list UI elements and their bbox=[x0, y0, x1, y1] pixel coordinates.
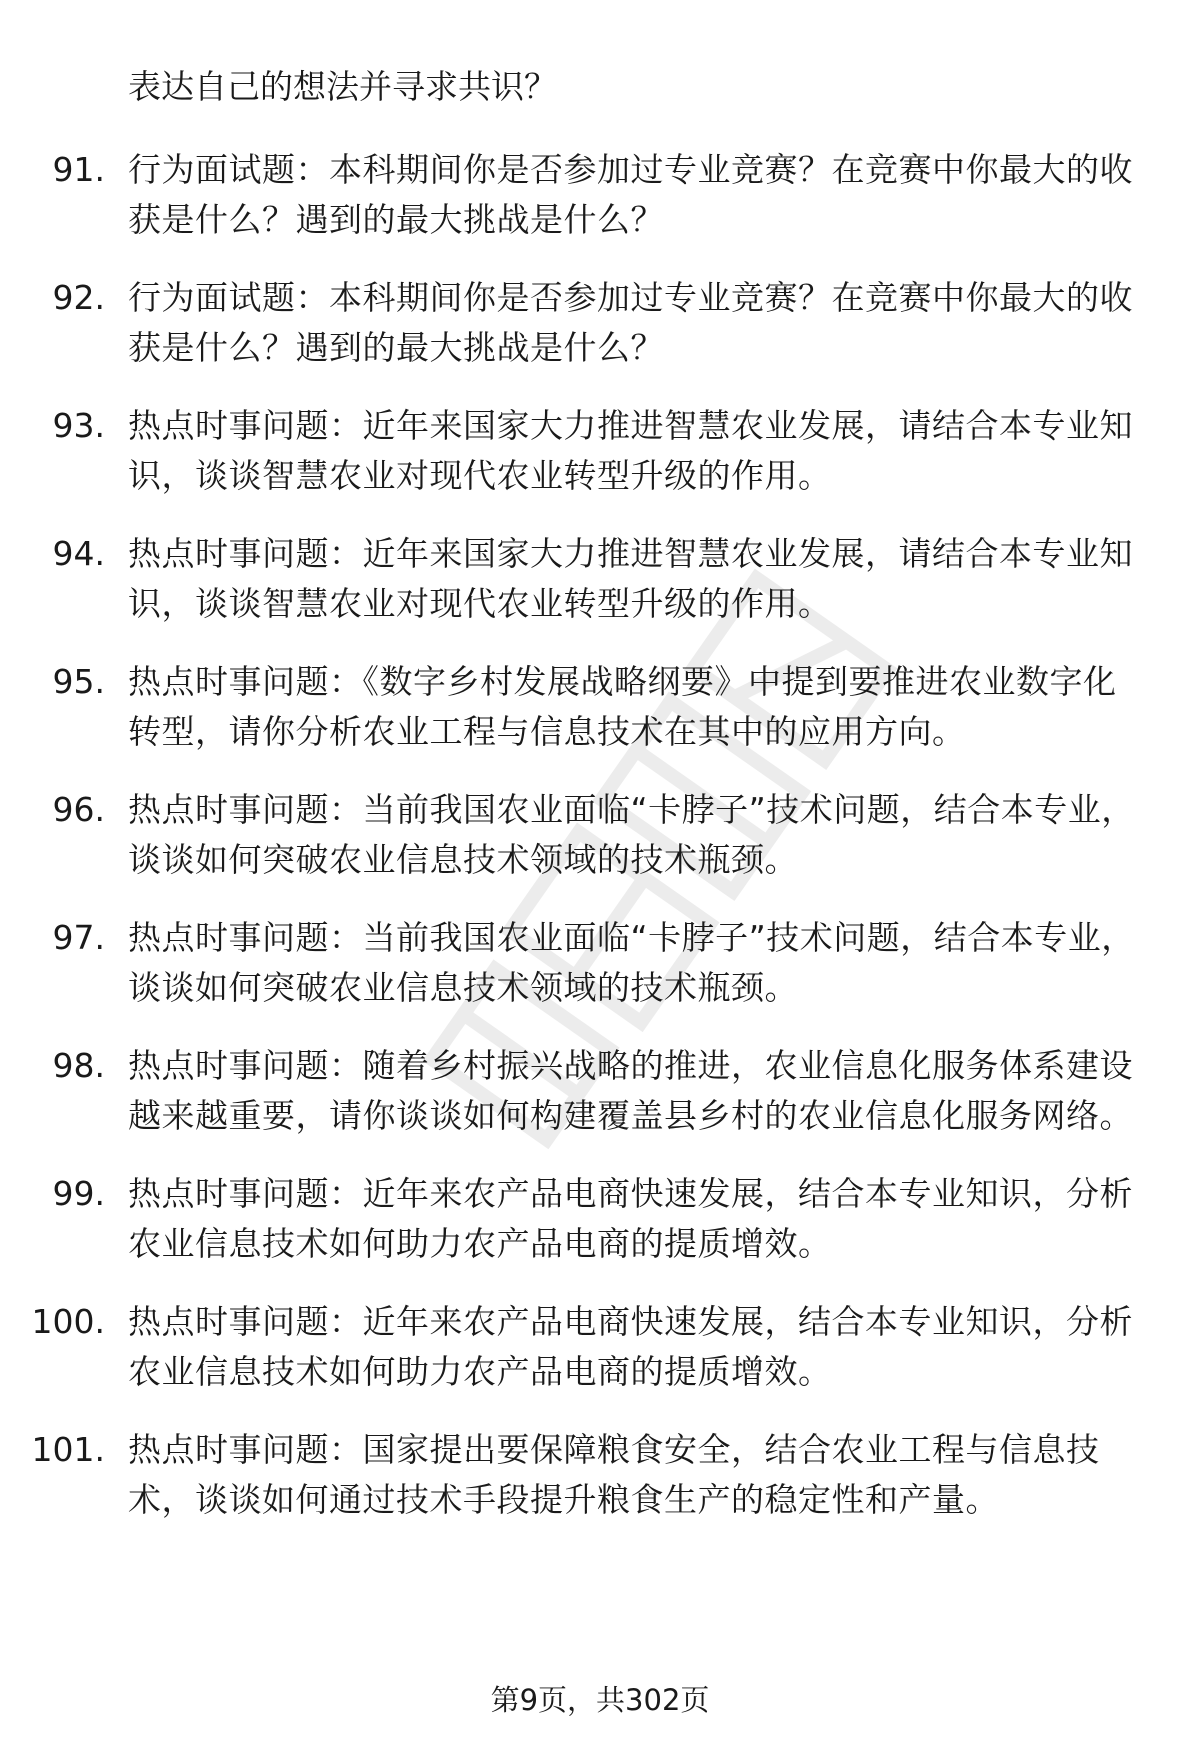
question-text: 热点时事问题：近年来国家大力推进智慧农业发展，请结合本专业知识，谈谈智慧农业对现代农业转型升级的作用。 bbox=[128, 534, 1133, 623]
question-item bbox=[0, 785, 1200, 885]
question-text: 行为面试题：本科期间你是否参加过专业竞赛？在竞赛中你最大的收获是什么？遇到的最大挑战是什么？ bbox=[128, 278, 1133, 367]
question-text: 热点时事问题：当前我国农业面临“卡脖子”技术问题，结合本专业，谈谈如何突破农业信息技术领域的技术瓶颈。 bbox=[128, 790, 1135, 879]
question-item bbox=[0, 1169, 1200, 1269]
question-text: 热点时事问题：《数字乡村发展战略纲要》中提到要推进农业数字化转型，请你分析农业工程与信息技术在其中的应用方向。 bbox=[128, 662, 1117, 751]
question-item bbox=[0, 657, 1200, 757]
question-text: 行为面试题：本科期间你是否参加过专业竞赛？在竞赛中你最大的收获是什么？遇到的最大挑战是什么？ bbox=[128, 150, 1133, 239]
page-footer: 第9页，共302页 bbox=[490, 1683, 710, 1717]
question-number: 97. bbox=[52, 918, 105, 957]
question-item bbox=[0, 1425, 1200, 1525]
question-item bbox=[0, 273, 1200, 373]
question-item bbox=[0, 1297, 1200, 1397]
question-text: 热点时事问题：近年来农产品电商快速发展，结合本专业知识，分析农业信息技术如何助力农产品电商的提质增效。 bbox=[128, 1174, 1133, 1263]
question-item bbox=[0, 145, 1200, 245]
question-item bbox=[0, 913, 1200, 1013]
question-list bbox=[0, 145, 1200, 1553]
question-item bbox=[0, 1041, 1200, 1141]
question-text: 热点时事问题：当前我国农业面临“卡脖子”技术问题，结合本专业，谈谈如何突破农业信息技术领域的技术瓶颈。 bbox=[128, 918, 1135, 1007]
continuation-text: 表达自己的想法并寻求共识？ bbox=[128, 67, 557, 106]
question-number: 93. bbox=[52, 406, 105, 445]
question-number: 95. bbox=[52, 662, 105, 701]
question-number: 91. bbox=[52, 150, 105, 189]
question-number: 92. bbox=[52, 278, 105, 317]
question-number: 101. bbox=[31, 1430, 105, 1469]
question-item bbox=[0, 529, 1200, 629]
question-text: 热点时事问题：近年来国家大力推进智慧农业发展，请结合本专业知识，谈谈智慧农业对现代农业转型升级的作用。 bbox=[128, 406, 1133, 495]
question-text: 热点时事问题：随着乡村振兴战略的推进，农业信息化服务体系建设越来越重要，请你谈谈如何构建覆盖县乡村的农业信息化服务网络。 bbox=[128, 1046, 1133, 1135]
question-number: 94. bbox=[52, 534, 105, 573]
question-number: 98. bbox=[52, 1046, 105, 1085]
question-number: 100. bbox=[31, 1302, 105, 1341]
question-text: 热点时事问题：国家提出要保障粮食安全，结合农业工程与信息技术，谈谈如何通过技术手段提升粮食生产的稳定性和产量。 bbox=[128, 1430, 1100, 1519]
question-text: 热点时事问题：近年来农产品电商快速发展，结合本专业知识，分析农业信息技术如何助力农产品电商的提质增效。 bbox=[128, 1302, 1133, 1391]
question-number: 96. bbox=[52, 790, 105, 829]
question-item bbox=[0, 401, 1200, 501]
question-number: 99. bbox=[52, 1174, 105, 1213]
